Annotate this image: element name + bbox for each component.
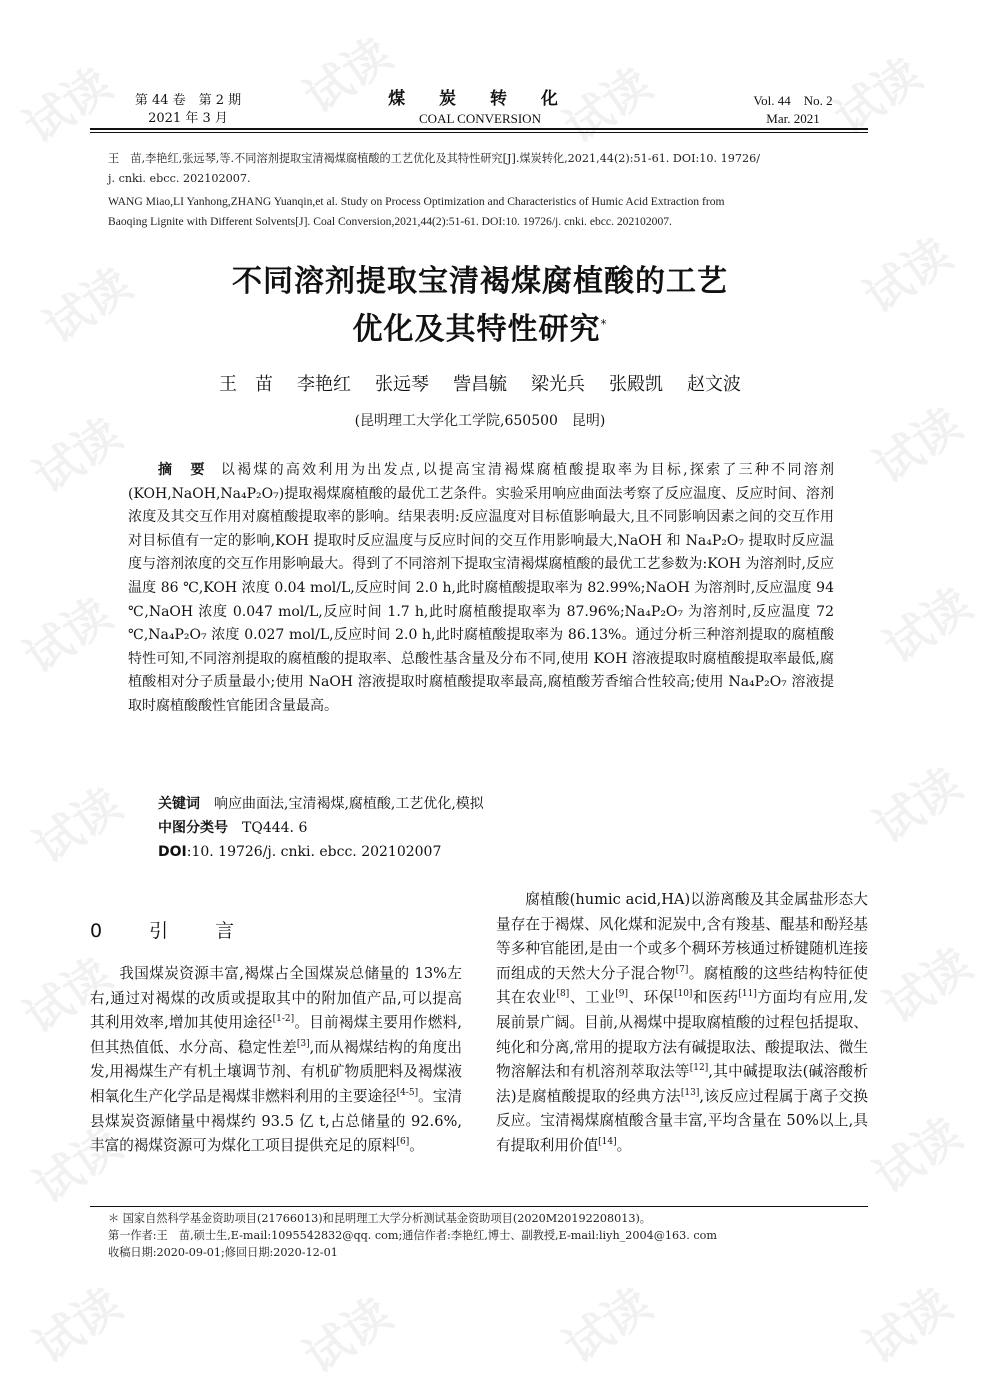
volume-issue: 第 44 卷 第 2 期 <box>134 93 242 108</box>
keywords-label: 关键词 <box>158 796 200 812</box>
affiliation: (昆明理工大学化工学院,650500 昆明) <box>354 413 606 429</box>
reference-mark[interactable]: [9] <box>615 989 628 1000</box>
paper-title-line1: 不同溶剂提取宝清褐煤腐植酸的工艺 <box>232 264 728 299</box>
author-name: 王 苗 <box>219 374 273 395</box>
text-run: 、工业 <box>569 989 616 1007</box>
paper-title-line2 <box>100 304 860 350</box>
author-name: 梁光兵 <box>531 374 585 395</box>
reference-mark[interactable]: [12] <box>689 1063 709 1074</box>
text-run: 。目前褐煤主要用作燃料,但其热值低、水分高、稳定性差 <box>90 1014 463 1056</box>
watermark-text: 试读 <box>874 936 981 1034</box>
reference-mark[interactable]: [7] <box>675 964 689 975</box>
abstract-label: 摘 要 <box>158 462 207 478</box>
clc-text: TQ444. 6 <box>242 820 308 836</box>
reference-mark[interactable]: [6] <box>396 1137 410 1148</box>
watermark-text: 试读 <box>874 576 981 674</box>
watermark-text: 试读 <box>824 46 931 144</box>
clc-label: 中图分类号 <box>158 820 228 836</box>
text-run: ,其中碱提取法(碱溶酸析法)是腐植酸提取的经典方法 <box>496 1063 868 1105</box>
text-run: 方面均有应用,发展前景广阔。目前,从褐煤中提取腐植酸的过程包括提取、纯化和分离,常用的提取方法有碱提取法、酸提取法、微生物溶解法和有机溶剂萃取法等 <box>496 989 868 1081</box>
reference-mark[interactable]: [10] <box>673 989 693 1000</box>
reference-mark[interactable]: [13] <box>680 1087 700 1098</box>
keywords <box>158 793 484 815</box>
watermark-text: 试读 <box>294 26 401 124</box>
text-run: ,该反应过程属于离子交换反应。宝清褐煤腐植酸含量丰富,平均含量在 50%以上,具有提取利用价值 <box>496 1087 868 1154</box>
footnote-rule <box>90 1206 868 1207</box>
intro-paragraph-2 <box>496 888 868 1159</box>
journal-name-en: COAL CONVERSION <box>419 111 541 126</box>
clc-number <box>158 817 307 839</box>
journal-name-cn: 煤 炭 转 化 <box>388 89 572 109</box>
intro-paragraph-1 <box>90 962 462 1159</box>
watermark-text: 试读 <box>34 256 141 354</box>
watermark-text: 试读 <box>554 56 661 154</box>
watermark-text: 试读 <box>14 946 121 1044</box>
abstract-text: 以褐煤的高效利用为出发点,以提高宝清褐煤腐植酸提取率为目标,探索了三种不同溶剂(KOH,NaOH,Na₄P₂O₇)提取褐煤腐植酸的最优工艺条件。实验采用响应曲面法考察了反应温度、反应时间、溶剂浓度及其交互作用对腐植酸提取率的影响。结果表明:反应温度对目标值影响最大,且不同影响因素之间的交互作用对目标值有一定的影响,KOH 提取时反应温度与反应时间的交互作用影响最大,NaOH 和 Na₄P₂O₇ 提取时反应温度与溶剂浓度的交互作用影响最大。得到了不同溶剂下提取宝清褐煤腐植酸的最优工艺参数为:KOH 为溶剂时,反应温度 86 ℃,KOH 浓度 0.04 mol/L,反应时间 2.0 h,此时腐植酸提取率为 82.99%;NaOH 为溶剂时,反应温度 94 ℃,NaOH 浓度 0.047 mol/L,反应时间 1.7 h,此时腐植酸提取率为 87.96%;Na₄P₂O₇ 为溶剂时,反应温度 72 ℃,Na₄P₂O₇ 浓度 0.027 mol/L,反应时间 2.0 h,此时腐植酸提取率为 86.13%。通过分析三种溶剂提取的腐植酸特性可知,不同溶剂提取的腐植酸的提取率、总酸性基含量及分布不同,使用 KOH 溶液提取时腐植酸提取率最低,腐植酸相对分子质量最小;使用 NaOH 溶液提取时腐植酸提取率最高,腐植酸芳香缩合性较高;使用 Na₄P₂O₇ 溶液提取时腐植酸酸性官能团含量最高。 <box>128 462 834 714</box>
watermark-text: 试读 <box>24 1116 131 1214</box>
text-run: 。 <box>616 1136 632 1154</box>
body-column-right <box>496 888 868 1159</box>
issue-date-cn: 2021 年 3 月 <box>148 111 228 126</box>
text-run: 。腐植酸的这些结构特征使其在农业 <box>496 964 868 1007</box>
body-column-left <box>90 962 462 1159</box>
text-run: 和医药 <box>692 989 739 1007</box>
watermark-text: 试读 <box>864 1106 971 1204</box>
journal-name <box>380 88 580 128</box>
issue-info-en <box>738 92 848 128</box>
header-rule-thin <box>90 132 868 133</box>
watermark-text: 试读 <box>854 1276 961 1374</box>
reference-mark[interactable]: [8] <box>556 989 570 1000</box>
title-footnote-mark: * <box>600 317 608 331</box>
text-run: 。 <box>409 1137 424 1155</box>
dates-note: 收稿日期:2020-09-01;修回日期:2020-12-01 <box>108 1246 338 1259</box>
text-run: 、环保 <box>628 989 674 1007</box>
citation-en <box>108 192 856 232</box>
text-run: 我国煤炭资源丰富,褐煤占全国煤炭总储量的 13%左右,通过对褐煤的改质或提取其中的附加值产品,可以提高其利用效率,增加其使用途径 <box>90 965 462 1032</box>
funding-note: ＊ 国家自然科学基金资助项目(21766013)和昆明理工大学分析测试基金资助项目(2020M20192208013)。 <box>108 1212 651 1225</box>
issue-info <box>128 92 248 128</box>
author-name: 訾昌毓 <box>453 374 507 395</box>
watermark-text: 试读 <box>14 56 121 154</box>
section-heading-introduction: 0 引 言 <box>90 920 249 942</box>
author-name: 张远琴 <box>375 374 429 395</box>
footnote <box>108 1210 868 1261</box>
citation-en-line2: Baoqing Lignite with Different Solvents[J]. Coal Conversion,2021,44(2):51-61. DOI:10. 19726/j. cnki. ebcc. 202102007. <box>108 215 672 228</box>
watermark-text: 试读 <box>554 1276 661 1374</box>
reference-mark[interactable]: [3] <box>296 1038 310 1049</box>
author-name: 张殿凯 <box>609 374 663 395</box>
text-run: ,而从褐煤结构的角度出发,用褐煤生产有机土壤调节剂、有机矿物质肥料及褐煤液相氧化生产化学品是褐煤非燃料利用的主要途径 <box>90 1038 462 1105</box>
text-run: 腐植酸(humic acid,HA)以游离酸及其金属盐形态大量存在于褐煤、风化煤和泥炭中,含有羧基、醌基和酚羟基等多种官能团,是由一个或多个稠环芳核通过桥键随机连接而组成的天然大分子混合物 <box>496 891 868 982</box>
volume-issue-en: Vol. 44 No. 2 <box>753 93 833 108</box>
paper-title-text: 优化及其特性研究 <box>352 312 601 347</box>
reference-mark[interactable]: [14] <box>598 1137 617 1148</box>
citation-cn <box>108 149 856 189</box>
issue-date-en: Mar. 2021 <box>766 111 820 126</box>
author-note: 第一作者:王 苗,硕士生,E-mail:1095542832@qq. com;通信作者:李艳红,博士、副教授,E-mail:liyh_2004@163. com <box>108 1229 717 1242</box>
citation-en-line1: WANG Miao,LI Yanhong,ZHANG Yuanqin,et al. Study on Process Optimization and Characteristics of Humic Acid Extraction from <box>108 195 725 208</box>
watermark-text: 试读 <box>294 1286 401 1384</box>
author-list <box>100 372 860 398</box>
watermark-text: 试读 <box>24 406 131 504</box>
citation-cn-line2: j. cnki. ebcc. 202102007. <box>108 172 251 185</box>
watermark-text: 试读 <box>864 396 971 494</box>
watermark-text: 试读 <box>14 586 121 684</box>
keywords-text: 响应曲面法,宝清褐煤,腐植酸,工艺优化,模拟 <box>214 796 484 812</box>
author-name: 赵文波 <box>687 374 741 395</box>
text-run: 。宝清县煤炭资源储量中褐煤约 93.5 亿 t,占总储量的 92.6%,丰富的褐煤资源可为煤化工项目提供充足的原料 <box>90 1087 462 1155</box>
abstract <box>128 459 834 719</box>
header-rule <box>90 128 868 130</box>
reference-mark[interactable]: [1-2] <box>272 1014 295 1025</box>
citation-cn-line1: 王 苗,李艳红,张远琴,等.不同溶剂提取宝清褐煤腐植酸的工艺优化及其特性研究[J].煤炭转化,2021,44(2):51-61. DOI:10. 19726/ <box>108 152 760 165</box>
author-name: 李艳红 <box>297 374 351 395</box>
reference-mark[interactable]: [11] <box>738 989 757 1000</box>
watermark-text: 试读 <box>24 1276 131 1374</box>
watermark-text: 试读 <box>864 756 971 854</box>
doi-label: DOI <box>158 844 187 860</box>
watermark-text: 试读 <box>24 776 131 874</box>
watermark-text: 试读 <box>854 226 961 324</box>
doi <box>158 841 441 863</box>
reference-mark[interactable]: [4-5] <box>396 1088 419 1099</box>
doi-text: :10. 19726/j. cnki. ebcc. 202102007 <box>186 844 442 860</box>
